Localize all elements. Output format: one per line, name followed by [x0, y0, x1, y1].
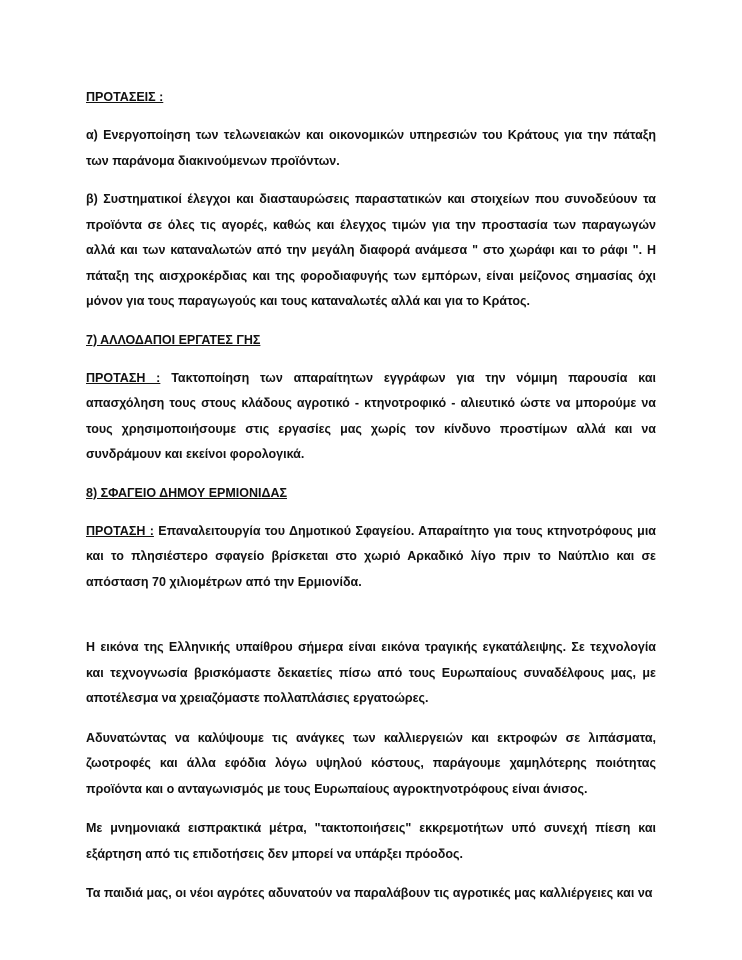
paragraph-rural-image: Η εικόνα της Ελληνικής υπαίθρου σήμερα είναι εικόνα τραγικής εγκατάλειψης. Σε τεχνολογία και τεχνογνωσία βρισκόμαστε δεκαετίες πίσω από τους Ευρωπαίους συναδέλφους μας, με αποτέλεσμα να χρειαζόμαστε πολλαπλάσιες εργατοώρες. [86, 640, 656, 705]
proposal-item-b: β) Συστηματικοί έλεγχοι και διασταυρώσεις παραστατικών και στοιχείων που συνοδεύουν τα προϊόντα σε όλες τις αγορές, καθώς και έλεγχος τιμών για την προστασία των παραγωγών αλλά και των καταναλωτών από την μεγάλη διαφορά ανάμεσα " στο χωράφι και το ράφι ". Η πάταξη της αισχροκέρδιας και της φοροδιαφυγής των εμπόρων, είναι μείζονος σημασίας όχι μόνον για τους παραγωγούς και τους καταναλωτές αλλά και για το Κράτος. [86, 192, 656, 308]
section-7-proposal-label: ΠΡΟΤΑΣΗ : [86, 370, 161, 385]
section-8-proposal-text: Επαναλειτουργία του Δημοτικού Σφαγείου. Απαραίτητο για τους κτηνοτρόφους μια και το πλησιέστερο σφαγείο βρίσκεται στο χωριό Αρκαδικό λίγο πριν το Ναύπλιο και σε απόσταση 70 χιλιομέτρων από την Ερμιονίδα. [86, 523, 656, 589]
paragraph-measures: Με μνημονιακά εισπρακτικά μέτρα, "τακτοποιήσεις" εκκρεμοτήτων υπό συνεχή πίεση και εξάρτηση από τις επιδοτήσεις δεν μπορεί να υπάρξει πρόοδος. [86, 821, 656, 861]
section-8-proposal-label: ΠΡΟΤΑΣΗ : [86, 523, 154, 538]
paragraph-costs: Αδυνατώντας να καλύψουμε τις ανάγκες των καλλιεργειών και εκτροφών σε λιπάσματα, ζωοτροφές και άλλα εφόδια λόγω υψηλού κόστους, παράγουμε χαμηλότερης ποιότητας προϊόντα και ο ανταγωνισμός με τους Ευρωπαίους αγροκτηνοτρόφους είναι άνισος. [86, 730, 656, 796]
section-8-heading: 8) ΣΦΑΓΕΙΟ ΔΗΜΟΥ ΕΡΜΙΟΝΙΔΑΣ [86, 485, 288, 500]
protaseis-heading: ΠΡΟΤΑΣΕΙΣ : [86, 90, 164, 104]
section-7-proposal-text: Τακτοποίηση των απαραίτητων εγγράφων για την νόμιμη παρουσία και απασχόληση τους στους κλάδους αγροτικό - κτηνοτροφικό - αλιευτικό ώστε να μπορούμε να τους χρησιμοποιήσουμε στις εργασίες μας χωρίς τον κίνδυνο προστίμων αλλά και να συνδράμουν και εκείνοι φορολογικά. [86, 370, 656, 461]
proposal-item-a: α) Ενεργοποίηση των τελωνειακών και οικονομικών υπηρεσιών του Κράτους για την πάταξη των παράνομα διακινούμενων προϊόντων. [86, 128, 656, 168]
paragraph-young-farmers: Τα παιδιά μας, οι νέοι αγρότες αδυνατούν να παραλάβουν τις αγροτικές μας καλλιέργειες και να [86, 886, 653, 900]
section-7-proposal [86, 366, 656, 468]
section-8-proposal [86, 519, 656, 596]
section-7-heading: 7) ΑΛΛΟΔΑΠΟΙ ΕΡΓΑΤΕΣ ΓΗΣ [86, 332, 261, 347]
